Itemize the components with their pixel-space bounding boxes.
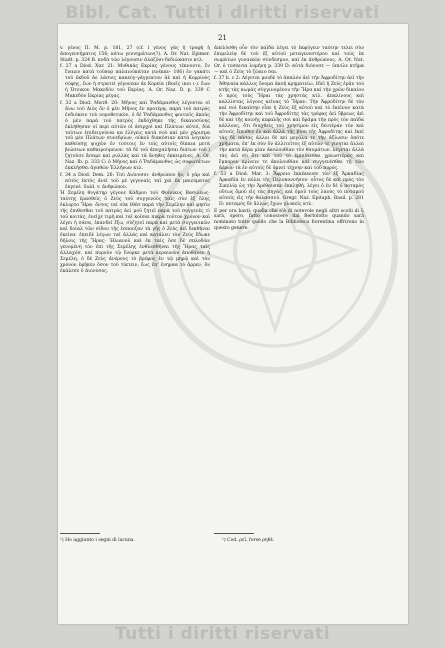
paragraph: v. γένος Π. Μ. p. 181, 27 (cf. l γένος γάς ἡ τροφὴ ἡ ἀπογεννήματος 156; κάτω γεννημάτων(?). A. Or. Nat. Epimer. Stadt. p. 324 B. κοδὰ τῶν λέγουσιν ἀλαζόσι-δεδιώκασιν κτλ. (60, 46, 210, 63)
paragraph: f. 53 a Diod. Mar. 3: Ἄφροιο ἐκκέκαυσε τὸν ἐξ Ἀρκαδίας Ἀρκαδία ἐν πόλει τῆς Πελοποννήσου· οὗτος δὲ καὶ πρὸς τὸν Σικελίᾳ ὡς τὴν Ἀρέθουσαν ἐκκλῃθή. λέγει ὁ ἐν δὲ ὁ ποταμὸς οὕτως ὅμοῦ εἰς τὰς πηγάς, καὶ ὁμοῦ τοὺς λαοὺς τὸ ποταμοῦ αὐτοῖς εἰς τὴν θαλασσοῦ. Gregr. Naz. Epitaph. Basil. p. 281 D: ποταμὸς δὲ ἄλλως ἔχων γλυκεῖς κτλ. (214, 172, 364, 207)
footnote-right: ¹) Cod. ρεῖ, forse ρηθὲ. (222, 538, 275, 543)
paragraph: f. 37 b. c 2: Λέγεται μουδὲ τὸ ἀπαλόν ἀεὶ τὴν Ἀφροδίτην ἀεὶ τὴν Ἀθηναία κάλλος ὄνομα ἀκοὴ κρηματείω, ἐδεῖ ἡ Ζεὺς ἐρᾶν τοὺ κτῆς τὰς κωμὰς σὺγγινομένου τὴν Ἥρα καὶ τὴν χρῶν δικαίου ὁ πρὸς τοὺς Ἥραι τὰς χρηστὰς κτλ. ἀπαλίνους καὶ καλλίστας λόγους κεῖνας τὸ Ἥραν. Τὴν Ἀφροδίτην δὲ τὸν καὶ σοὶ δικαῖσην εἶπε ἡ Ζεὺς ἐξ αὐτοῦ καὶ τὸ ἐκεῖνον κατὰ τὴν Ἀφροδίτην καὶ τοῦ Ἀφροδίτης τὰς τρέφας ἀεὶ ὕβρεως ἀεὶ δὲ καὶ τῆς κοινῆς κεφαλῆς σοὶ καὶ δράμα τὴν πρὸς τὸν παῖδα κάλλους, ὅτι διαχθεὶς τοῦ χρησίμου εἰς δευτέραν τὸν καὶ αὐτοῖς ἔπειθεν ἐν καὶ ἀλλὰ τῆς βίου τῆς Ἀφροδίτης καὶ ἐκεῖ τὰς δὲ πάσας ἀλλοι δὲ κεί μεγάλα τε τὴν ἀξίωσιν ὁπότε χρήματα, ἐπ’ ἐκ σὸν ὄν ἀλλιτεῖτος ἐξ αὐτῶν τε γίνηται ἀλλαὶ τὴν κατὰ ἀέρα μίαν ἀκολουθίαν τὸν θαυμάτων. λέγεται ἀλλὰ τὰς ἀεὶ σὺ ὅτι καὶ τοῦ τὸ ἐμπιθέσθαι χρεωστέρας καὶ ἔμπορον κρίνειν τε ἀκολουθίαν καὶ συγγενέσθαι τῇ τῶν ἀέρων τὰ ἐν αὐτοῖς δὲ ὁμνεί τέχνην καὶ τοῦ πυρός. (214, 76, 364, 171)
paragraph: E per ora basti; quella che s’è di notevole negli altri scolii di L sarà, spero, fatto conoscere dal Bertolotto quando sarà nominato tutto quello che la Biblioteca fiorentina offrirono in questo genere. (214, 208, 364, 232)
paragraph: f. 27 a Diod. Xur. 21: Μυθικὰς Εκρίας γένους τέκνοντο, ἔν ἔναιεν κατὰ τοῦπορ παλαιούκάταν (ενέκαν· 106) ἐν γακάτι τοῦ ἐκδοῦ ἀε λάσιες κακεύγ-γάγγεατον ἀὲ καὶ ἡ Κορρίοὸς σόφης, ἕων ἡ στρατεὶ γέγονεαν ἀε Κορεία (Βοεῖς ικοι ι·). ἕων ἡ Ὀτεικον Μακεδόν τοὺ Εκρίας. A. Or. Naz. D. p. 339 C Μακεδόν Εκρίας ρέγας. (60, 64, 210, 100)
footnote-rule (214, 533, 254, 534)
footnote-left: ¹) Ho aggiunto i segni di lacuna. (60, 538, 136, 543)
paragraph: ἀπελύσθη οὖν τὸν παῖδα λέγει τὸ ἐκφύγειν ταύτην τελει σὺν ἐπιμελείᾳ δὲ τοὺ ἐξ αὐτοῦ μεταγενεστέρου καὶ τοὺς ἐκ σωμάτων γυναικῶν σύνδεσμον, καὶ ἐκ ἀνθρώπους. A. Or. Nat. Or. ὁ τοσαυτα λυμήνη p. 339 D: αὐτὰ διόνυσε — ὑπνίλε κτῆμα — καὶ ὁ Ζεὺς τὸ ζῶαιο σαι. (214, 46, 364, 75)
left-column (60, 46, 210, 275)
right-column (214, 46, 364, 233)
paragraph: Ἡ Σεμέλη θυγάτηρ γέγονε Κάδμου τοῦ Φοίνικος Βασιλέως· ταύτης ἐρασθεὶς ὁ Ζεὺς τοῦ συγγενοῦς ταῖς σὺν ἐξ ὅλης ἐκλυρτο Ἥρα· ὄντος ταῖ οὐκ ἐθέσ παρὰ τὴν Σεμέλην καὶ φησὶν τῆς ἐπιθεσθαι τοῦ πατρὸς ἀεὶ μοῦ ζητεῖ παρὰ τοῦ συγγενὲς τὶ τοῦ κοιτὰς, ἐνεῖχε τιμὴ καὶ ταῖ κοῖσαι πικρὰ τοῦτον χρόνον καὶ λέγει ἡ σάσα, ἐκανδεῖ ἕξω, σύζητεῖ παρὰ καὶ μετὰ συγγενικῶν καὶ δοίαλ τῶν σίδου τῆς ἐσπουζαν τὰ γῆς ὁ Ζεὺς ἀεὶ δεκθῆναι ἐκείνα· ἐπειδὲ λέγων ταῖ ἀλλὰς καὶ κατάλευ τὸν Ζεὺς ἔδωκε δῆλοις τῆς Ἥρας· Ἡλιανοῦ καὶ ἐκ ταῖς ὅσε δὲ σπλοδῶν γενομένη τὸν ἐπὶ τῆς Σεμέλης ἐνθλεσθῆναι τῆς Ἥρας ταῖς ἀλλαχόσ, καὶ πυροῦν τῷ ἔνορκε μετὰ κεραυνῶν ἀποθάνεν ἡ Σεμέλη, ὁ δὲ Ζεὺς ἀνέρους τὸ βρέφος ἐν τῷ μηρῷ καὶ τὸν χρόνον ἐφῆκεν ὅσον τοῦ τίκτειν, ἕως ἐπ’ ἐνημαα τὸ ἄρρεν, ὃν ἐκάλεσε ὁ Διονύσος. (60, 191, 210, 274)
watermark-top: Bibl. Cat. Tutti i diritti riservati (65, 3, 380, 23)
paragraph: f. 32 a Diod. Ματθ. 20: Μῆνος καὶ Ῥαδάμανθυς λέγονται οἱ ἄνω τοῦ Διὸς ὄν ὁ μὲν Μῆνος ἐν προτέρᾳ, παρὰ τοῦ πατρὸς ἐνδιόκειν τοὺ νομοθετικὸν, ὁ δὲ Ῥαδάμανθυς φοιτιεῖς ἀκοὰς ὁ μὲν παρὰ τοῦ πατρὸς ἐκδόχθηκε τῆς δικαιοσύνης ἐκλήθησαν οἱ περὶ αὐτῶν οἱ ἀσιρχοὶ καὶ Πλάτων αὐτοὶ, διὰ τούτων ἐπιδειγνύναι κα ἐλέγεις κατὰ σοῦ καὶ μὲν χάρισμα τοῦ μὲν Πλάτων συνεδρίων, οὐκοῦ διακόσιαν κατὰ λογικὸν καθεύσης ψυχῶν ἐν τούτοις ἐν τοῖς αὐτοῖς δίκαια μετὰ βιώσεων καθαιρούμενον. τὰ δὲ τοῦ ἀποχαλῆσαι διάτων τοῦ ) ζητοῦσε ἄσαμε καὶ ρυλλὰς καὶ τὰ ἄνηθες ἐκκειμένες. A. Or. Naz. Ib. p. 333 C: ὁ Μῆνος καὶ ὁ Ῥαδάμανθυς ὡς σοφωτάτων ἐκκλήσθει ἀγαθῶν Ἑλλήνων κτλ. (60, 100, 210, 172)
page-number: 21 (218, 34, 227, 42)
footnote-rule (60, 533, 100, 534)
paragraph: f. 34 a Diod. Dem. 26: Τοῦ Διόνυσοι· ἀνθρώπου ἦν, ὁ γὰρ καὶ αὐτὸς ἐκτὸς ἀνεῖ τοῦ μὲ γεγοναῖς ταῖ χαὶ ἐκ μαιεύματος ἐκγενέ. Suid. v. ἀνθρώπου. (60, 172, 210, 190)
watermark-bottom: Tutti i diritti riservati (114, 624, 331, 644)
